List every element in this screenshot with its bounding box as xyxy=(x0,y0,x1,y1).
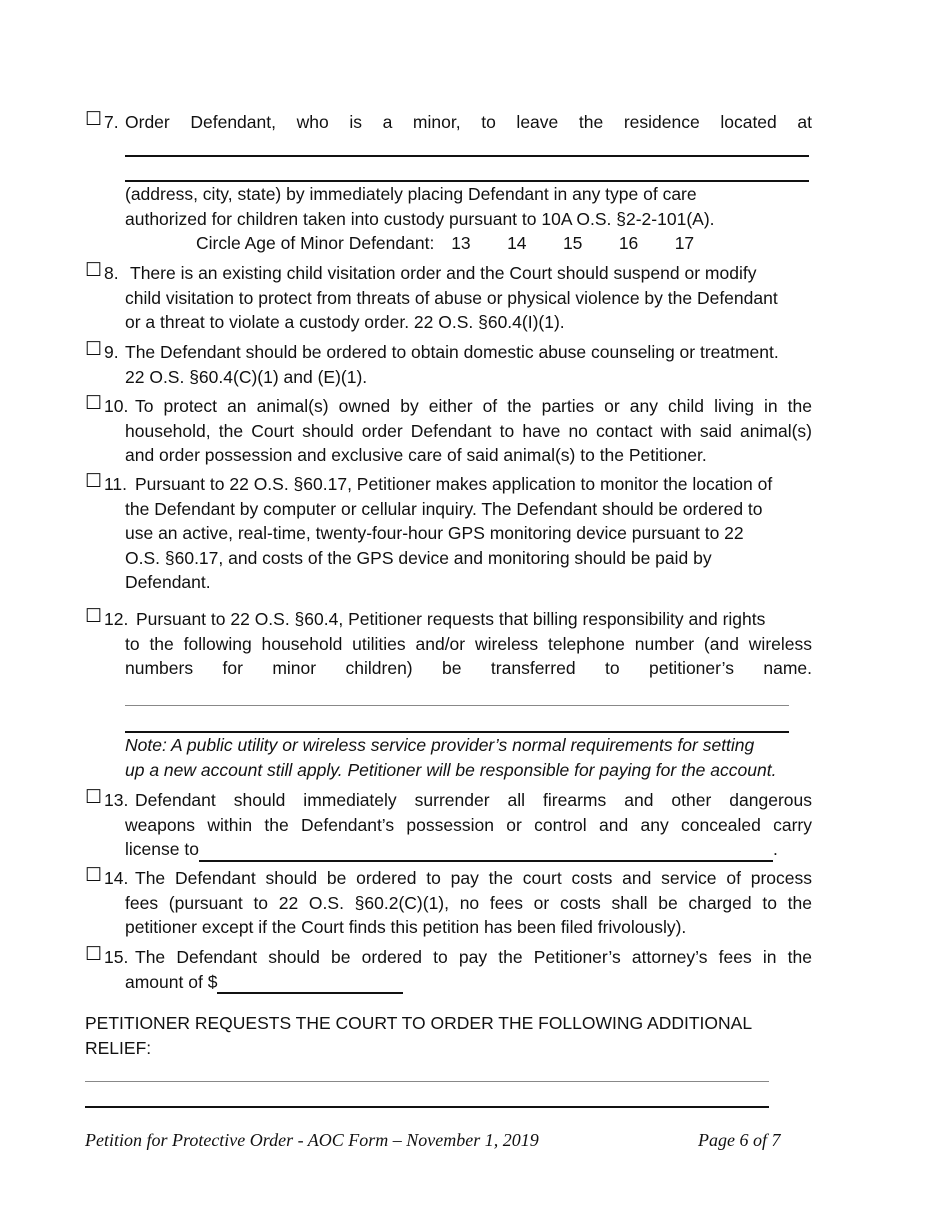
item-11-number: 11. xyxy=(104,474,128,494)
item-12-line-2: to the following household utilities and/or wireless telephone number (and wireless xyxy=(125,633,812,654)
item-11-line-4: O.S. §60.17, and costs of the GPS device and monitoring should be paid by xyxy=(125,547,712,568)
item-12-number: 12. xyxy=(104,609,129,629)
item-7-line-1: Order Defendant, who is a minor, to leave the residence located at xyxy=(125,112,812,132)
item-11-checkbox[interactable]: ☐ xyxy=(85,471,103,492)
age-option-14[interactable]: 14 xyxy=(507,233,527,253)
item-15-line-1: The Defendant should be ordered to pay the Petitioner’s attorney’s fees in the xyxy=(135,947,812,967)
item-12-checkbox[interactable]: ☐ xyxy=(85,606,103,627)
item-13-period: . xyxy=(772,839,778,859)
additional-relief-line-1[interactable] xyxy=(85,1081,769,1082)
item-11-line-5: Defendant. xyxy=(125,572,211,592)
age-option-17[interactable]: 17 xyxy=(674,233,695,253)
item-7-line-3: authorized for children taken into custody pursuant to 10A O.S. §2-2-101(A). xyxy=(125,208,715,229)
age-option-13[interactable]: 13 xyxy=(451,233,471,253)
item-14-line-1: The Defendant should be ordered to pay the court costs and service of process xyxy=(135,868,812,888)
age-option-15[interactable]: 15 xyxy=(562,233,583,253)
item-10-line-3: and order possession and exclusive care of said animal(s) to the Petitioner. xyxy=(125,445,707,465)
item-11-line-2: the Defendant by computer or cellular inquiry. The Defendant should be ordered to xyxy=(125,498,763,519)
item-13-line-3 xyxy=(125,837,812,862)
item-9-number: 9. xyxy=(104,342,119,362)
item-7-age-row xyxy=(196,231,883,256)
item-13-line-1: Defendant should immediately surrender all firearms and other dangerous xyxy=(135,790,812,810)
item-13-checkbox[interactable]: ☐ xyxy=(85,787,103,808)
item-12-note-line-1: Note: A public utility or wireless service provider’s normal requirements for setting xyxy=(125,735,755,755)
item-15-amount-field[interactable] xyxy=(217,974,403,994)
item-15-line-2 xyxy=(125,970,812,995)
item-9-line-2: 22 O.S. §60.4(C)(1) and (E)(1). xyxy=(125,366,368,387)
item-13-license-field[interactable] xyxy=(199,842,773,862)
item-10-line-2: household, the Court should order Defendant to have no contact with said animal(s) xyxy=(125,420,812,441)
item-12-line-1: Pursuant to 22 O.S. §60.4, Petitioner requests that billing responsibility and rights xyxy=(136,609,766,629)
item-10-line-1: To protect an animal(s) owned by either of the parties or any child living in the xyxy=(135,396,812,416)
item-7-address-line-1[interactable] xyxy=(125,155,809,157)
item-14-number: 14. xyxy=(104,868,129,888)
additional-relief-heading-1: PETITIONER REQUESTS THE COURT TO ORDER THE FOLLOWING ADDITIONAL xyxy=(85,1013,753,1033)
item-13-license-label: license to xyxy=(125,839,199,859)
item-12-utilities-line-1[interactable] xyxy=(125,705,789,706)
footer-page-number: Page 6 of 7 xyxy=(698,1130,781,1150)
item-10-number: 10. xyxy=(104,396,129,416)
item-14-line-3: petitioner except if the Court finds this petition has been filed frivolously). xyxy=(125,917,687,937)
item-15-amount-label: amount of $ xyxy=(125,971,218,992)
item-12-line-3: numbers for minor children) be transferred to petitioner’s name. xyxy=(125,658,812,678)
age-option-16[interactable]: 16 xyxy=(618,233,639,253)
item-7-number: 7. xyxy=(104,112,119,132)
item-12-note-line-2: up a new account still apply. Petitioner will be responsible for paying for the account. xyxy=(125,759,777,780)
item-11-line-3: use an active, real-time, twenty-four-hour GPS monitoring device pursuant to 22 xyxy=(125,523,744,543)
age-label: Circle Age of Minor Defendant: xyxy=(196,233,435,253)
item-13-number: 13. xyxy=(104,790,129,810)
item-7-checkbox[interactable]: ☐ xyxy=(85,109,103,130)
item-13-line-2: weapons within the Defendant’s possession or control and any concealed carry xyxy=(125,814,812,835)
footer-form-title: Petition for Protective Order - AOC Form – November 1, 2019 xyxy=(85,1130,539,1150)
item-15-checkbox[interactable]: ☐ xyxy=(85,944,103,965)
additional-relief-line-2[interactable] xyxy=(85,1106,769,1108)
item-8-checkbox[interactable]: ☐ xyxy=(85,260,103,281)
item-7-line-2: (address, city, state) by immediately placing Defendant in any type of care xyxy=(125,184,697,204)
item-14-checkbox[interactable]: ☐ xyxy=(85,865,103,886)
item-15-number: 15. xyxy=(104,947,129,967)
item-9-checkbox[interactable]: ☐ xyxy=(85,339,103,360)
additional-relief-heading-2: RELIEF: xyxy=(85,1037,152,1058)
item-8-number: 8. xyxy=(104,263,119,283)
item-8-line-2: child visitation to protect from threats of abuse or physical violence by the Defendant xyxy=(125,287,778,308)
item-8-line-3: or a threat to violate a custody order. 22 O.S. §60.4(I)(1). xyxy=(125,312,565,332)
item-11-line-1: Pursuant to 22 O.S. §60.17, Petitioner makes application to monitor the location of xyxy=(135,474,773,494)
item-10-checkbox[interactable]: ☐ xyxy=(85,393,103,414)
item-9-line-1: The Defendant should be ordered to obtain domestic abuse counseling or treatment. xyxy=(125,342,779,362)
item-8-line-1: There is an existing child visitation order and the Court should suspend or modify xyxy=(130,263,757,283)
item-14-line-2: fees (pursuant to 22 O.S. §60.2(C)(1), no fees or costs shall be charged to the xyxy=(125,892,812,913)
